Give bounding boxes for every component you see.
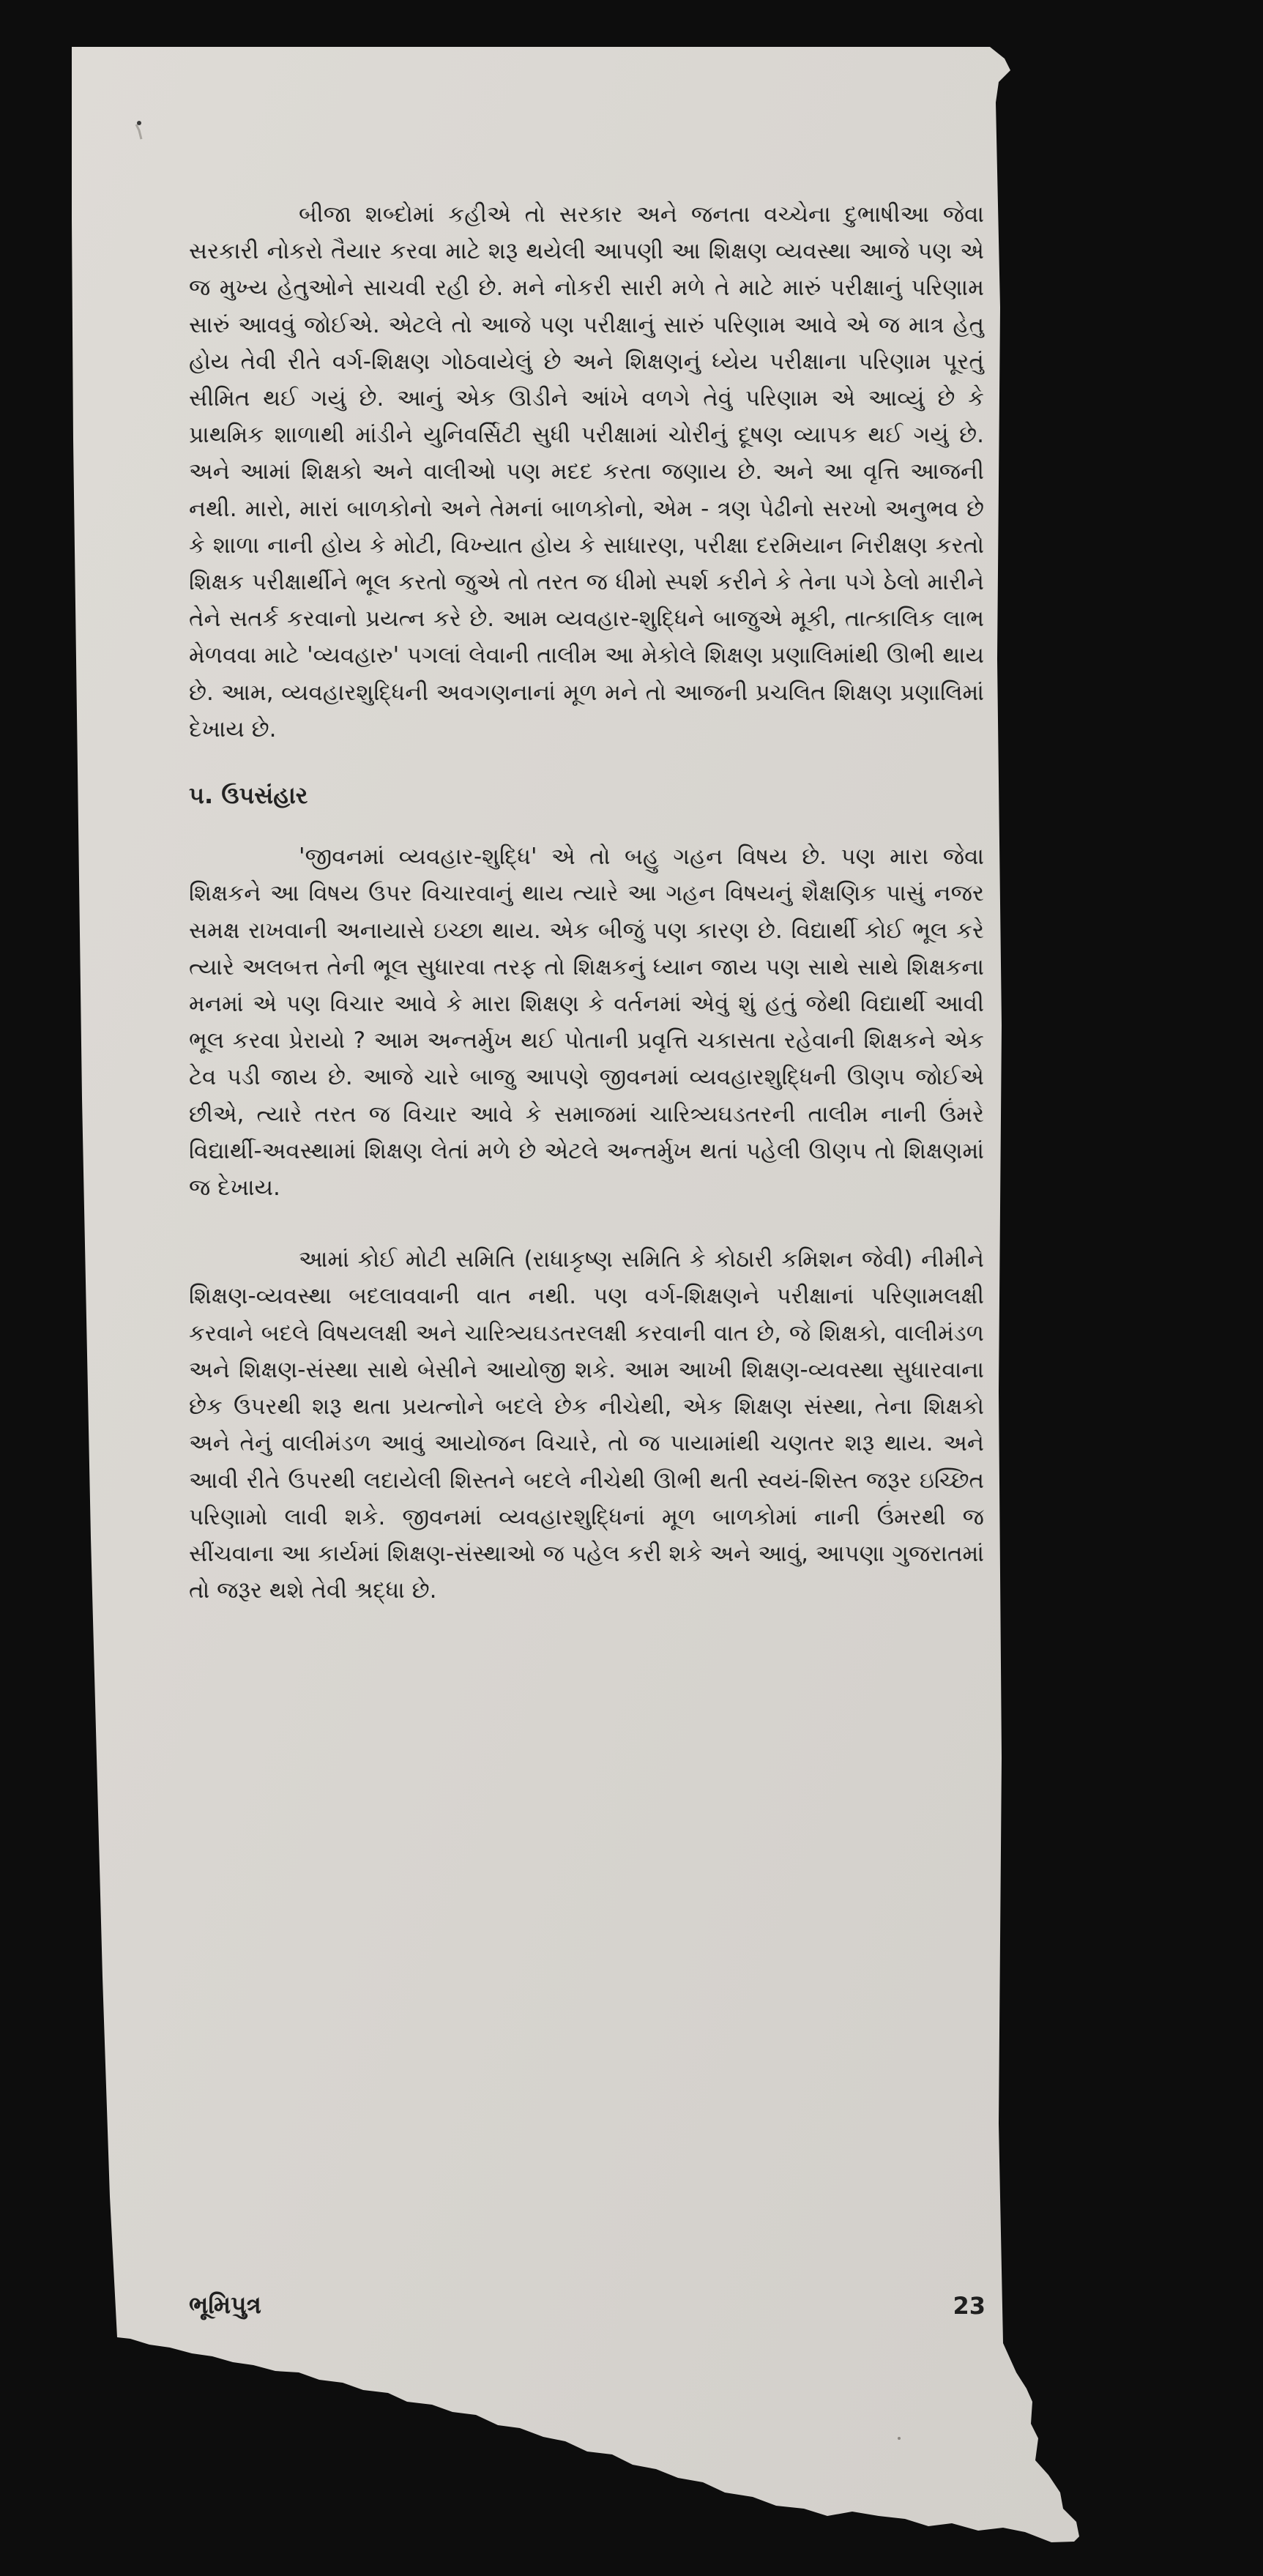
page-number: 23 — [953, 2292, 986, 2320]
paragraph-conclusion: 'જીવનમાં વ્યવહાર-શુદ્ધિ' એ તો બહુ ગહન વિષય છે. પણ મારા જેવા શિક્ષકને આ વિષય ઉપર વિચારવાનું થાય ત્યારે આ ગહન વિષયનું શૈક્ષણિક પાસું નજર સમક્ષ રાખવાની અનાયાસે ઇચ્છા થાય. એક બીજું પણ કારણ છે. વિદ્યાર્થી કોઈ ભૂલ કરે ત્યારે અલબત્ત તેની ભૂલ સુધારવા તરફ તો શિક્ષકનું ધ્યાન જાય પણ સાથે સાથે શિક્ષકના મનમાં એ પણ વિચાર આવે કે મારા શિક્ષણ કે વર્તનમાં એવું શું હતું જેથી વિદ્યાર્થી આવી ભૂલ કરવા પ્રેરાયો ? આમ અન્તર્મુખ થઈ પોતાની પ્રવૃત્તિ ચકાસતા રહેવાની શિક્ષકને એક ટેવ પડી જાય છે. આજે ચારે બાજુ આપણે જીવનમાં વ્યવહારશુદ્ધિની ઊણપ જોઈએ છીએ, ત્યારે તરત જ વિચાર આવે કે સમાજમાં ચારિત્ર્યઘડતરની તાલીમ નાની ઉંમરે વિદ્યાર્થી-અવસ્થામાં શિક્ષણ લેતાં મળે છે એટલે અન્તર્મુખ થતાં પહેલી ઊણપ તો શિક્ષણમાં જ દેખાય. — [189, 844, 984, 1202]
paper-speck — [137, 121, 141, 125]
paragraph-reform: આમાં કોઈ મોટી સમિતિ (રાધાકૃષ્ણ સમિતિ કે કોઠારી કમિશન જેવી) નીમીને શિક્ષણ-વ્યવસ્થા બદલાવવાની વાત નથી. પણ વર્ગ-શિક્ષણને પરીક્ષાનાં પરિણામલક્ષી કરવાને બદલે વિષયલક્ષી અને ચારિત્ર્યઘડતરલક્ષી કરવાની વાત છે, જે શિક્ષકો, વાલીમંડળ અને શિક્ષણ-સંસ્થા સાથે બેસીને આયોજી શકે. આમ આખી શિક્ષણ-વ્યવસ્થા સુધારવાના છેક ઉપરથી શરૂ થતા પ્રયત્નોને બદલે છેક નીચેથી, એક શિક્ષણ સંસ્થા, તેના શિક્ષકો અને તેનું વાલીમંડળ આવું આયોજન વિચારે, તો જ પાયામાંથી ચણતર શરૂ થાય. અને આવી રીતે ઉપરથી લદાયેલી શિસ્તને બદલે નીચેથી ઊભી થતી સ્વયં-શિસ્ત જરૂર ઇચ્છિત પરિણામો લાવી શકે. જીવનમાં વ્યવહારશુદ્ધિનાં મૂળ બાળકોમાં નાની ઉંમરથી જ સીંચવાના આ કાર્યમાં શિક્ષણ-સંસ્થાઓ જ પહેલ કરી શકે અને આવું, આપણા ગુજરાતમાં તો જરૂર થશે તેવી શ્રદ્ધા છે. — [189, 1246, 984, 1604]
paper-speck — [898, 2437, 901, 2440]
publication-name: ભૂમિપુત્ર — [189, 2290, 261, 2319]
section-heading-conclusion: ૫. ઉપસંહાર — [189, 781, 308, 810]
paragraph-exam-system: બીજા શબ્દોમાં કહીએ તો સરકાર અને જનતા વચ્ચેના દુભાષીઆ જેવા સરકારી નોકરો તૈયાર કરવા માટે શરૂ થયેલી આપણી આ શિક્ષણ વ્યવસ્થા આજે પણ એ જ મુખ્ય હેતુઓને સાચવી રહી છે. મને નોકરી સારી મળે તે માટે મારું પરીક્ષાનું પરિણામ સારું આવવું જોઈએ. એટલે તો આજે પણ પરીક્ષાનું સારું પરિણામ આવે એ જ માત્ર હેતુ હોય તેવી રીતે વર્ગ-શિક્ષણ ગોઠવાયેલું છે અને શિક્ષણનું ધ્યેય પરીક્ષાના પરિણામ પૂરતું સીમિત થઈ ગયું છે. આનું એક ઊડીને આંખે વળગે તેવું પરિણામ એ આવ્યું છે કે પ્રાથમિક શાળાથી માંડીને યુનિવર્સિટી સુધી પરીક્ષામાં ચોરીનું દૂષણ વ્યાપક થઈ ગયું છે. અને આમાં શિક્ષકો અને વાલીઓ પણ મદદ કરતા જણાય છે. અને આ વૃત્તિ આજની નથી. મારો, મારાં બાળકોનો અને તેમનાં બાળકોનો, એમ - ત્રણ પેઢીનો સરખો અનુભવ છે કે શાળા નાની હોય કે મોટી, વિખ્યાત હોય કે સાધારણ, પરીક્ષા દરમિયાન નિરીક્ષણ કરતો શિક્ષક પરીક્ષાર્થીને ભૂલ કરતો જુએ તો તરત જ ધીમો સ્પર્શ કરીને કે તેના પગે ઠેલો મારીને તેને સતર્ક કરવાનો પ્રયત્ન કરે છે. આમ વ્યવહાર-શુદ્ધિને બાજુએ મૂકી, તાત્કાલિક લાભ મેળવવા માટે 'વ્યવહારુ' પગલાં લેવાની તાલીમ આ મેકોલે શિક્ષણ પ્રણાલિમાંથી ઊભી થાય છે. આમ, વ્યવહારશુદ્ધિની અવગણનાનાં મૂળ મને તો આજની પ્રચલિત શિક્ષણ પ્રણાલિમાં દેખાય છે. — [189, 201, 984, 742]
article-body — [189, 196, 984, 1609]
